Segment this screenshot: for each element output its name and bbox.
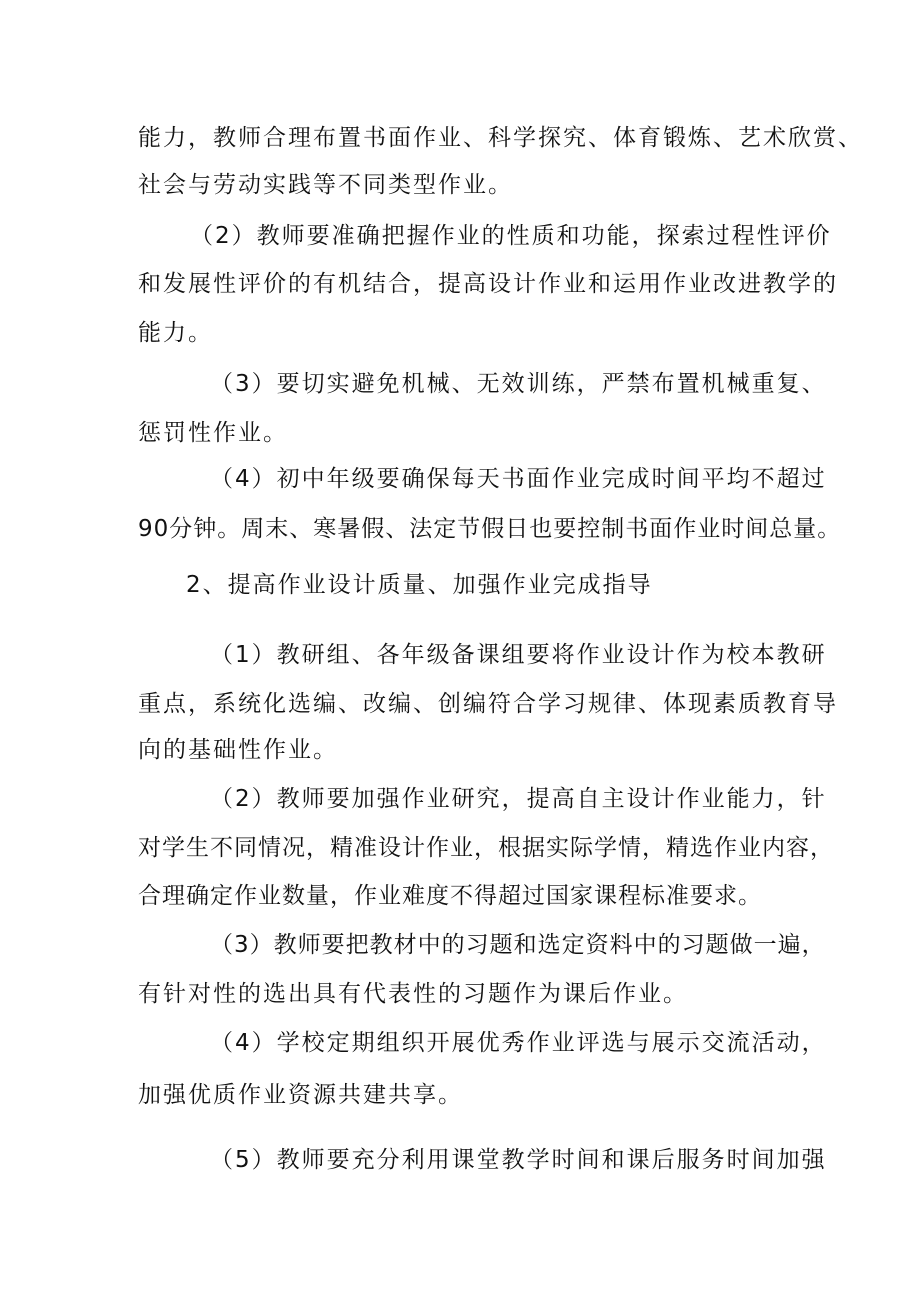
- paragraph-start-line: （4）初中年级要确保每天书面作业完成时间平均不超过: [210, 466, 827, 492]
- section-heading: 2、提高作业设计质量、加强作业完成指导: [186, 572, 653, 598]
- text-line: 惩罚性作业。: [138, 420, 288, 446]
- text-line: 重点，系统化选编、改编、创编符合学习规律、体现素质教育导: [138, 691, 838, 717]
- text-line: 合理确定作业数量，作业难度不得超过国家课程标准要求。: [138, 883, 762, 909]
- text-line: 能力。: [138, 320, 213, 346]
- text-line: 社会与劳动实践等不同类型作业。: [138, 172, 513, 198]
- text-line: 对学生不同情况，精准设计作业，根据实际学情，精选作业内容，: [138, 835, 834, 861]
- paragraph-start-line: （1）教研组、各年级备课组要将作业设计作为校本教研: [210, 642, 827, 668]
- paragraph-start-line: （2）教师要准确把握作业的性质和功能，探索过程性评价: [190, 223, 832, 249]
- text-line: 有针对性的选出具有代表性的习题作为课后作业。: [138, 981, 688, 1007]
- text-line: 向的基础性作业。: [138, 737, 338, 763]
- text-line: 加强优质作业资源共建共享。: [138, 1082, 463, 1108]
- paragraph-start-line: （2）教师要加强作业研究，提高自主设计作业能力，针: [210, 786, 827, 812]
- paragraph-start-line: （3）教师要把教材中的习题和选定资料中的习题做一遍，: [210, 932, 826, 958]
- paragraph-start-line: （4）学校定期组织开展优秀作业评选与展示交流活动，: [210, 1030, 827, 1056]
- paragraph-start-line: （3）要切实避免机械、无效训练，严禁布置机械重复、: [210, 371, 827, 397]
- paragraph-start-line: （5）教师要充分利用课堂教学时间和课后服务时间加强: [210, 1147, 827, 1173]
- text-line: 能力，教师合理布置书面作业、科学探究、体育锻炼、艺术欣赏、: [138, 125, 863, 151]
- text-line: 和发展性评价的有机结合，提高设计作业和运用作业改进教学的: [138, 271, 838, 297]
- text-line: 90分钟。周末、寒暑假、法定节假日也要控制书面作业时间总量。: [138, 516, 842, 542]
